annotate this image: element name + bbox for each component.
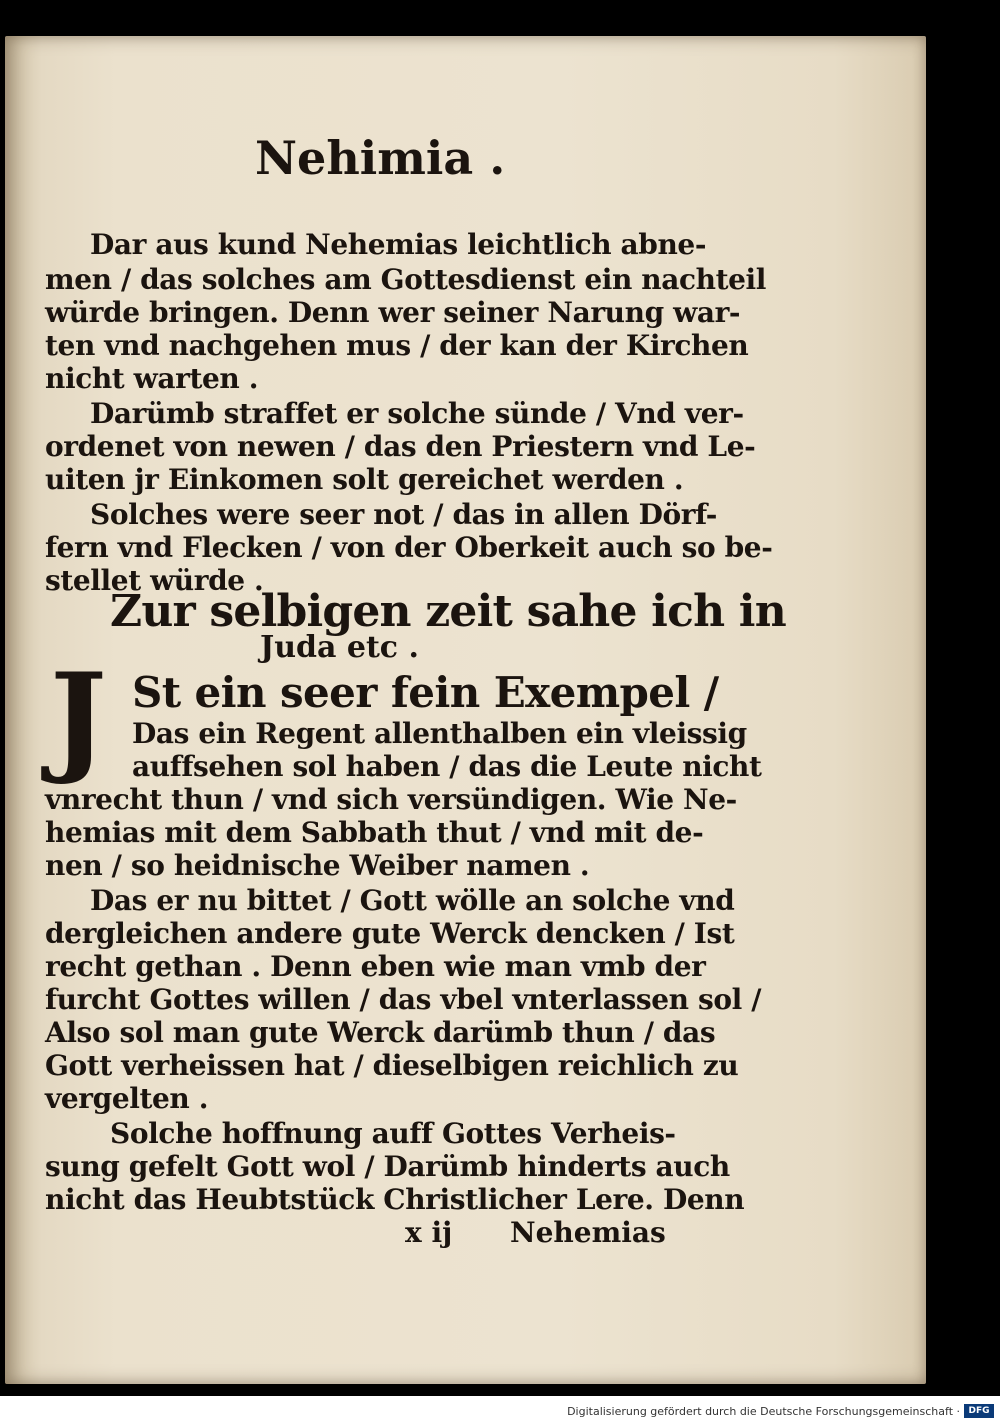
lemma-line: Zur selbigen zeit sahe ich in xyxy=(110,586,786,637)
text-line: Gott verheissen hat / dieselbigen reichlich zu xyxy=(45,1049,739,1082)
text-line: ordenet von newen / das den Priestern vnd Le- xyxy=(45,430,756,463)
text-line: uiten jr Einkomen solt gereichet werden . xyxy=(45,463,684,496)
page-text xyxy=(5,36,926,1384)
text-line: Dar aus kund Nehemias leichtlich abne- xyxy=(90,228,707,261)
signature-mark: x ij xyxy=(405,1216,453,1249)
dfg-credit: Digitalisierung gefördert durch die Deutsche Forschungsgemeinschaft · xyxy=(567,1405,960,1418)
text-line: recht gethan . Denn eben wie man vmb der xyxy=(45,950,706,983)
text-line: auffsehen sol haben / das die Leute nicht xyxy=(132,750,762,783)
text-line: würde bringen. Denn wer seiner Narung war- xyxy=(45,296,741,329)
text-line: vergelten . xyxy=(45,1082,209,1115)
book-page xyxy=(5,36,926,1384)
catchword: Nehemias xyxy=(510,1216,666,1249)
text-line: Darümb straffet er solche sünde / Vnd ver- xyxy=(90,397,744,430)
decorated-initial: J xyxy=(50,647,107,788)
text-line: Also sol man gute Werck darümb thun / das xyxy=(45,1016,716,1049)
text-line: vnrecht thun / vnd sich versündigen. Wie Ne- xyxy=(45,783,737,816)
text-line: Solche hoffnung auff Gottes Verheis- xyxy=(110,1117,676,1150)
text-line: ten vnd nachgehen mus / der kan der Kirchen xyxy=(45,329,749,362)
text-line: Das er nu bittet / Gott wölle an solche vnd xyxy=(90,884,735,917)
text-line: furcht Gottes willen / das vbel vnterlassen sol / xyxy=(45,983,762,1016)
text-line: fern vnd Flecken / von der Oberkeit auch so be- xyxy=(45,531,773,564)
text-line: nicht warten . xyxy=(45,362,259,395)
lemma-line: Juda etc . xyxy=(260,630,419,665)
text-line: Das ein Regent allenthalben ein vleissig xyxy=(132,717,747,750)
dfg-logo: DFG xyxy=(964,1404,994,1418)
text-line: hemias mit dem Sabbath thut / vnd mit de- xyxy=(45,816,704,849)
text-line: stellet würde . xyxy=(45,564,264,597)
text-line: men / das solches am Gottesdienst ein nachteil xyxy=(45,263,767,296)
text-line: nicht das Heubtstück Christlicher Lere. Denn xyxy=(45,1183,745,1216)
text-line: sung gefelt Gott wol / Darümb hinderts auch xyxy=(45,1150,730,1183)
text-line: Solches were seer not / das in allen Dörf- xyxy=(90,498,717,531)
text-line: nen / so heidnische Weiber namen . xyxy=(45,849,590,882)
text-line: dergleichen andere gute Werck dencken / Ist xyxy=(45,917,735,950)
text-line-large: St ein seer fein Exempel / xyxy=(132,668,719,717)
running-head: Nehimia . xyxy=(255,131,506,185)
footer-bar xyxy=(0,1396,1000,1426)
